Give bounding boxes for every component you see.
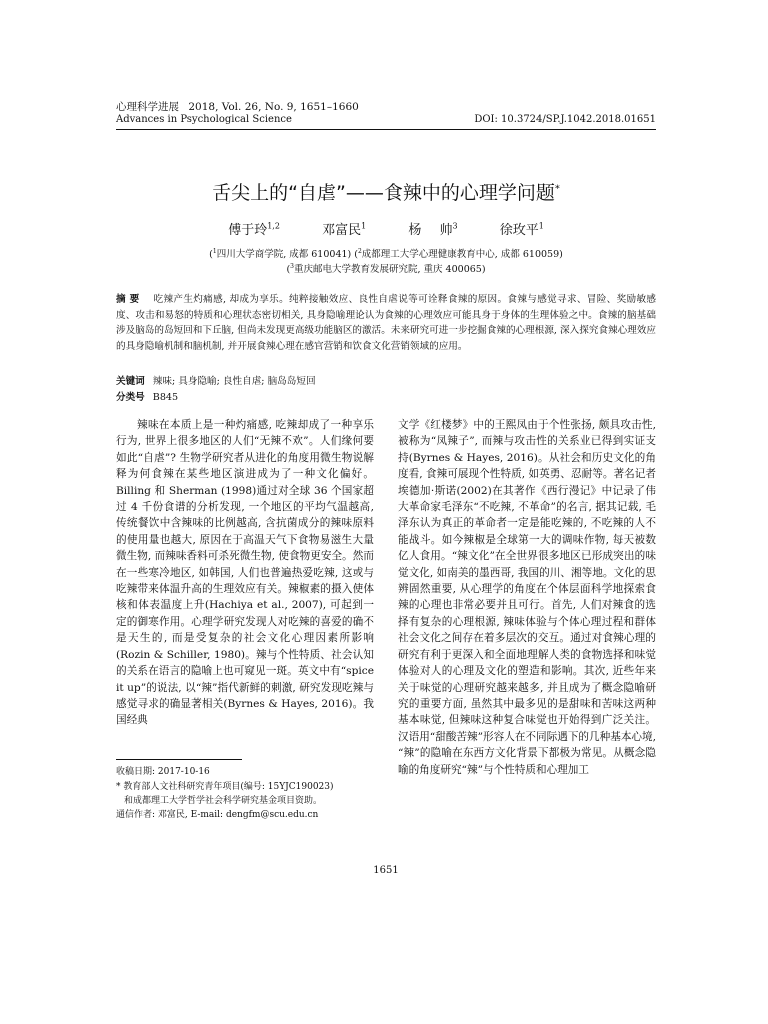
funding-note: * 教育部人文社科研究青年项目(编号: 15YJC190023) bbox=[116, 782, 334, 792]
author-name: 傅于玲 bbox=[228, 223, 268, 238]
body-column-right: 文学《红楼梦》中的王熙凤由于个性张扬, 颇具攻击性, 被称为“凤辣子”, 而辣与攻击性的关系业已得到实证支持(Byrnes & Hayes, 2016)。从社会和历史文化的角度看, 食辣可展现个性特质, 如英勇、忍耐等。著名记者埃德加·斯诺(2002)在其著作《西行漫记》中记录了伟大革命家毛泽东“不吃辣, 不革命”的名言, 据其记载, 毛泽东认为真正的革命者一定是能吃辣的, 不吃辣的人不能战斗。如今辣椒是全球第一大的调味作物, 每天被数亿人食用。“辣文化”在全世界很多地区已形成突出的味觉文化, 如南美的墨西哥, 我国的川、湘等地。文化的思辨固然重要, 从心理学的角度在个体层面科学地探索食辣的心理也非常必要并且可行。首先, 人们对辣食的选择有复杂的心理根源, 辣味体验与个体心理过程和群体社会文化之间存在着多层次的交互。通过对食辣心理的研究有利于更深入和全面地理解人类的食物选择和味觉体验对人的心理及文化的塑造和影响。其次, 近些年来关于味觉的心理研究越来越多, 并且成为了概念隐喻研究的重要方面, 虽然其中最多见的是甜味和苦味这两种基本味觉, 但辣味这种复合味觉也开始得到广泛关注。汉语用“甜酸苦辣”形容人在不同际遇下的几种基本心境, “辣”的隐喻在东西方文化背景下都极为常见。从概念隐喻的角度研究“辣”与个性特质和心理加工 bbox=[398, 419, 656, 776]
affil-text: 成都理工大学心理健康教育中心, 成都 610059) bbox=[361, 249, 563, 260]
journal-header bbox=[116, 99, 359, 114]
author-affil-mark: 1,2 bbox=[267, 221, 280, 231]
affiliation-line-1 bbox=[116, 246, 656, 260]
author bbox=[228, 223, 280, 238]
author-name: 杨 帅 bbox=[408, 223, 453, 238]
author bbox=[408, 223, 457, 238]
classification-code: B845 bbox=[152, 392, 179, 403]
abstract-text: 吃辣产生灼痛感, 却成为享乐。纯粹接触效应、良性自虐说等可诠释食辣的原因。食辣与感觉寻求、冒险、奖励敏感度、攻击和易怒的特质和心理状态密切相关, 具身隐喻理论认为食辣的心理效应可能具身于身体的生理体验之中。食辣的脑基础涉及脑岛的岛短回和下丘脑, 但尚未发现更高级功能脑区的激活。未来研究可进一步挖掘食辣的心理根源, 深入探究食辣心理效应的具身隐喻机制和脑机制, 并开展食辣心理在感官营销和饮食文化营销领域的应用。 bbox=[116, 294, 656, 352]
header-divider bbox=[116, 129, 656, 130]
affil-mark: 3 bbox=[290, 262, 294, 270]
affil-paren: ( bbox=[209, 249, 213, 260]
affiliation-line-2 bbox=[116, 261, 656, 275]
footnote-divider bbox=[116, 759, 242, 760]
page-number: 1651 bbox=[373, 865, 399, 876]
keywords-text: 辣味; 具身隐喻; 良性自虐; 脑岛岛短回 bbox=[152, 376, 316, 387]
body-column-left: 辣味在本质上是一种灼痛感, 吃辣却成了一种享乐行为, 世界上很多地区的人们“无辣不欢”。人们缘何要如此“自虐”? 生物学研究者从进化的角度用微生物说解释为何食辣在某些地区演进成为了一种文化偏好。Billing 和 Sherman (1998)通过对全球 36 个国家超过 4 千份食谱的分析发现, 一个地区的平均气温越高, 传统餐饮中含辣味的比例越高, 含抗菌成分的辣味原料的使用量也越大, 原因在于高温天气下食物易滋生大量微生物, 而辣味香料可杀死微生物, 使食物更安全。然而在一些寒冷地区, 如韩国, 人们也普遍热爱吃辣, 这或与吃辣带来体温升高的生理效应有关。辣椒素的摄入使体核和体表温度上升(Hachiya et al., 2007), 可起到一定的御寒作用。心理学研究发现人对吃辣的喜爱的确不是天生的, 而是受复杂的社会文化心理因素所影响(Rozin & Schiller, 1980)。辣与个性特质、社会认知的关系在语言的隐喻上也可窥见一斑。英文中有“spice it up”的说法, 以“辣”指代新鲜的刺激, 研究发现吃辣与感觉寻求的确显著相关(Byrnes & Hayes, 2016)。我国经典 bbox=[116, 419, 374, 727]
author bbox=[322, 223, 366, 238]
title-text: 舌尖上的“自虐”——食辣中的心理学问题 bbox=[212, 182, 555, 204]
affil-paren: ( bbox=[286, 264, 291, 275]
author-affil-mark: 3 bbox=[452, 221, 458, 231]
journal-name-cn: 心理科学进展 bbox=[116, 101, 179, 113]
abstract bbox=[116, 292, 656, 354]
classification-label: 分类号 bbox=[116, 392, 145, 403]
affil-mark: 1 bbox=[212, 247, 217, 255]
affil-text: 四川大学商学院, 成都 610041) ( bbox=[216, 249, 358, 260]
affil-text: 重庆邮电大学教育发展研究院, 重庆 400065) bbox=[294, 264, 486, 275]
author-name: 邓富民 bbox=[322, 223, 362, 238]
funding-note-cont: 和成都理工大学哲学社会科学研究基金项目资助。 bbox=[124, 796, 323, 806]
author-name: 徐玫平 bbox=[499, 223, 539, 238]
keywords-label: 关键词 bbox=[116, 376, 145, 387]
corresponding-author: 通信作者: 邓富民, E-mail: dengfm@scu.edu.cn bbox=[116, 810, 319, 820]
paper-title bbox=[116, 178, 656, 205]
title-footnote-mark: * bbox=[554, 183, 560, 195]
issue-info: 2018, Vol. 26, No. 9, 1651–1660 bbox=[188, 101, 359, 113]
keywords bbox=[116, 373, 316, 387]
journal-name-en: Advances in Psychological Science bbox=[116, 114, 292, 125]
affil-mark: 2 bbox=[357, 247, 362, 255]
classification bbox=[116, 389, 178, 403]
author-affil-mark: 1 bbox=[361, 221, 367, 231]
journal-subheader bbox=[116, 114, 656, 125]
abstract-label: 摘 要 bbox=[116, 294, 140, 305]
doi: DOI: 10.3724/SP.J.1042.2018.01651 bbox=[474, 114, 656, 125]
author-list bbox=[116, 219, 656, 238]
author bbox=[500, 223, 544, 238]
received-date: 收稿日期: 2017-10-16 bbox=[116, 767, 210, 777]
author-affil-mark: 1 bbox=[538, 221, 544, 231]
